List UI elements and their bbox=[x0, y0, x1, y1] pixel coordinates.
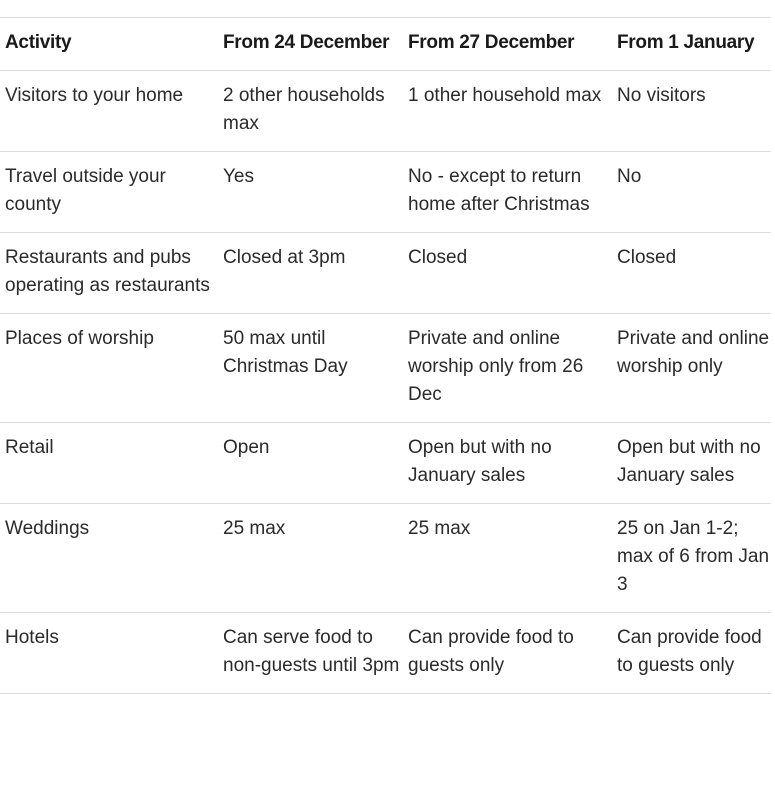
table-cell: Places of worship bbox=[0, 314, 218, 423]
table-cell: 1 other household max bbox=[403, 71, 612, 152]
table-cell: Can provide food to guests only bbox=[403, 613, 612, 694]
table-cell: Weddings bbox=[0, 504, 218, 613]
header-from-24-december: From 24 December bbox=[218, 18, 403, 71]
table-cell: Closed at 3pm bbox=[218, 233, 403, 314]
table-cell: 25 on Jan 1-2; max of 6 from Jan 3 bbox=[612, 504, 771, 613]
table-cell: 50 max until Christmas Day bbox=[218, 314, 403, 423]
table-row bbox=[0, 613, 771, 694]
table-cell: Closed bbox=[612, 233, 771, 314]
table-cell: Can provide food to guests only bbox=[612, 613, 771, 694]
table-cell: Private and online worship only bbox=[612, 314, 771, 423]
table-row bbox=[0, 423, 771, 504]
table-cell: Closed bbox=[403, 233, 612, 314]
table-cell: No bbox=[612, 152, 771, 233]
table-cell: Travel outside your county bbox=[0, 152, 218, 233]
table-cell: Restaurants and pubs operating as restaurants bbox=[0, 233, 218, 314]
restrictions-table bbox=[0, 17, 771, 694]
table-row bbox=[0, 152, 771, 233]
table-cell: 2 other households max bbox=[218, 71, 403, 152]
table-row bbox=[0, 71, 771, 152]
table-cell: Can serve food to non-guests until 3pm bbox=[218, 613, 403, 694]
table-row bbox=[0, 504, 771, 613]
table-row bbox=[0, 314, 771, 423]
header-activity: Activity bbox=[0, 18, 218, 71]
table-cell: 25 max bbox=[403, 504, 612, 613]
header-from-1-january: From 1 January bbox=[612, 18, 771, 71]
table-cell: Visitors to your home bbox=[0, 71, 218, 152]
table-cell: No visitors bbox=[612, 71, 771, 152]
table-row bbox=[0, 233, 771, 314]
table-cell: Open bbox=[218, 423, 403, 504]
table-cell: Private and online worship only from 26 Dec bbox=[403, 314, 612, 423]
table-cell: No - except to return home after Christmas bbox=[403, 152, 612, 233]
table-cell: Open but with no January sales bbox=[403, 423, 612, 504]
table-cell: 25 max bbox=[218, 504, 403, 613]
table-cell: Hotels bbox=[0, 613, 218, 694]
table-cell: Open but with no January sales bbox=[612, 423, 771, 504]
table-cell: Yes bbox=[218, 152, 403, 233]
table-header bbox=[0, 18, 771, 71]
table-cell: Retail bbox=[0, 423, 218, 504]
header-from-27-december: From 27 December bbox=[403, 18, 612, 71]
table-body bbox=[0, 71, 771, 694]
header-row bbox=[0, 18, 771, 71]
